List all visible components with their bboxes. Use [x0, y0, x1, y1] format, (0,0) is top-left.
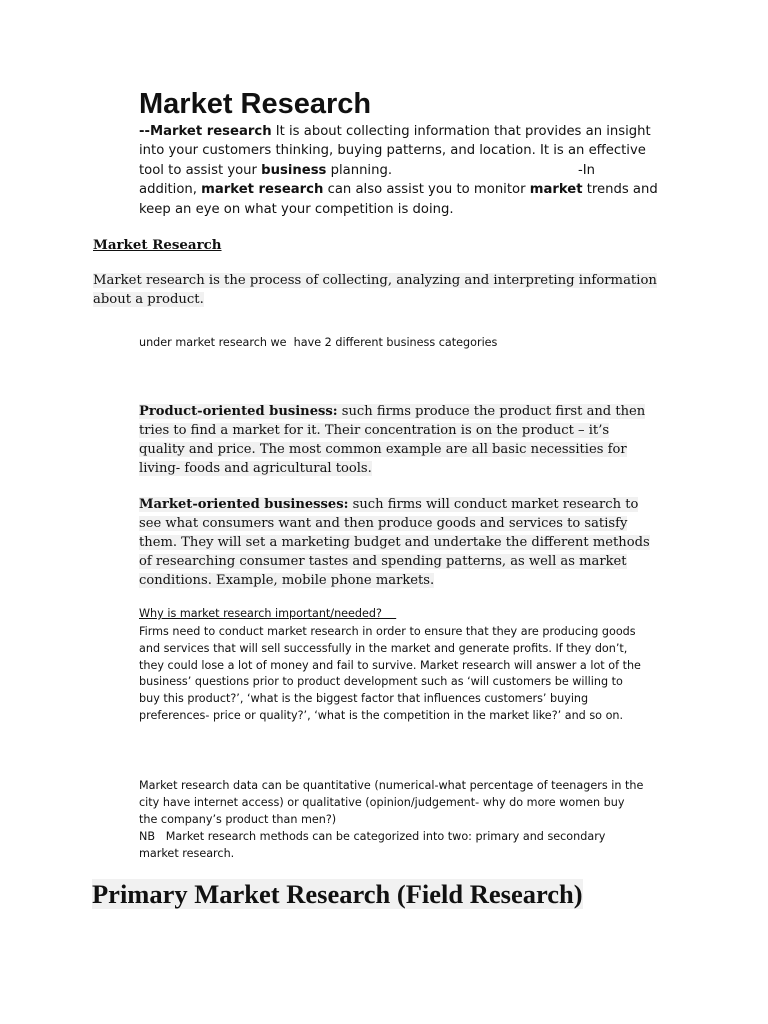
why-line-4: business’ questions prior to product development such as ‘will customers be willing to	[139, 675, 623, 689]
intro-line-4-bold-1: market research	[201, 182, 324, 198]
product-oriented-line-1: such firms produce the product first and then	[337, 404, 646, 419]
data-types-line-1: Market research data can be quantitative (numerical-what percentage of teenagers in the	[139, 779, 644, 792]
market-oriented-line-3: them. They will set a marketing budget and undertake the different methods	[139, 535, 650, 550]
intro-line-4-bold-2: market	[529, 182, 583, 198]
market-oriented-line-1: such firms will conduct market research to	[348, 497, 639, 512]
market-oriented-line-5: conditions. Example, mobile phone markets.	[139, 573, 435, 588]
product-oriented-line-4: living- foods and agricultural tools.	[139, 461, 372, 476]
intro-line-4-c: trends and	[582, 182, 658, 198]
market-oriented-label: Market-oriented businesses:	[139, 497, 349, 512]
why-line-1: Firms need to conduct market research in order to ensure that they are producing goods	[139, 625, 636, 638]
product-oriented-paragraph	[139, 402, 679, 478]
intro-line-3-c: -In	[578, 162, 596, 178]
data-types-line-2: city have internet access) or qualitative (opinion/judgement- why do more women buy	[139, 796, 625, 809]
intro-line-4-b: can also assist you to monitor	[323, 182, 530, 198]
why-line-2: and services that will sell successfully in the market and generate profits. If they don’t,	[139, 641, 628, 655]
why-paragraph	[139, 624, 699, 725]
page-title: Market Research	[139, 88, 372, 120]
why-line-5: buy this product?’, ‘what is the biggest factor that influences customers’ buying	[139, 692, 589, 706]
intro-line-3-b: planning.	[326, 162, 393, 178]
data-types-line-5: market research.	[139, 847, 235, 860]
categories-text: under market research we have 2 different business categories	[139, 336, 498, 349]
market-oriented-line-4: of researching consumer tastes and spending patterns, as well as market	[139, 554, 627, 569]
definition-line-1: Market research is the process of collecting, analyzing and interpreting information	[93, 273, 657, 288]
definition-paragraph	[93, 272, 683, 309]
product-oriented-line-2: tries to find a market for it. Their concentration is on the product – it’s	[139, 423, 610, 438]
intro-line-3	[139, 161, 679, 180]
why-question-heading: Why is market research important/needed?	[139, 607, 397, 620]
intro-line-1-text: It is about collecting information that provides an insight	[271, 124, 651, 139]
intro-line-3-a: tool to assist your	[139, 162, 262, 178]
data-types-line-4: NB Market research methods can be categorized into two: primary and secondary	[139, 830, 606, 843]
primary-research-heading: Primary Market Research (Field Research)	[92, 879, 583, 909]
market-oriented-line-2: see what consumers want and then produce goods and services to satisfy	[139, 516, 628, 531]
why-line-6: preferences- price or quality?’, ‘what is the competition in the market like?’ and so on.	[139, 708, 624, 722]
product-oriented-line-3: quality and price. The most common example are all basic necessities for	[139, 442, 627, 457]
section-heading: Market Research	[93, 237, 222, 253]
intro-line-1	[139, 122, 679, 141]
market-oriented-paragraph	[139, 495, 679, 590]
intro-paragraph	[139, 122, 679, 219]
definition-line-2: about a product.	[93, 291, 204, 307]
data-types-paragraph	[139, 777, 699, 862]
why-line-3: they could lose a lot of money and fail to survive. Market research will answer a lot of the	[139, 658, 641, 672]
intro-line-4-a: addition,	[139, 182, 202, 198]
data-types-line-3: the company’s product than men?)	[139, 813, 337, 826]
intro-line-2: into your customers thinking, buying patterns, and location. It is an effective	[139, 143, 646, 159]
product-oriented-label: Product-oriented business:	[139, 404, 338, 419]
intro-line-5: keep an eye on what your competition is doing.	[139, 201, 454, 217]
intro-line-4	[139, 180, 679, 199]
intro-bold-term: --Market research	[139, 124, 272, 139]
intro-line-3-bold: business	[261, 162, 327, 178]
